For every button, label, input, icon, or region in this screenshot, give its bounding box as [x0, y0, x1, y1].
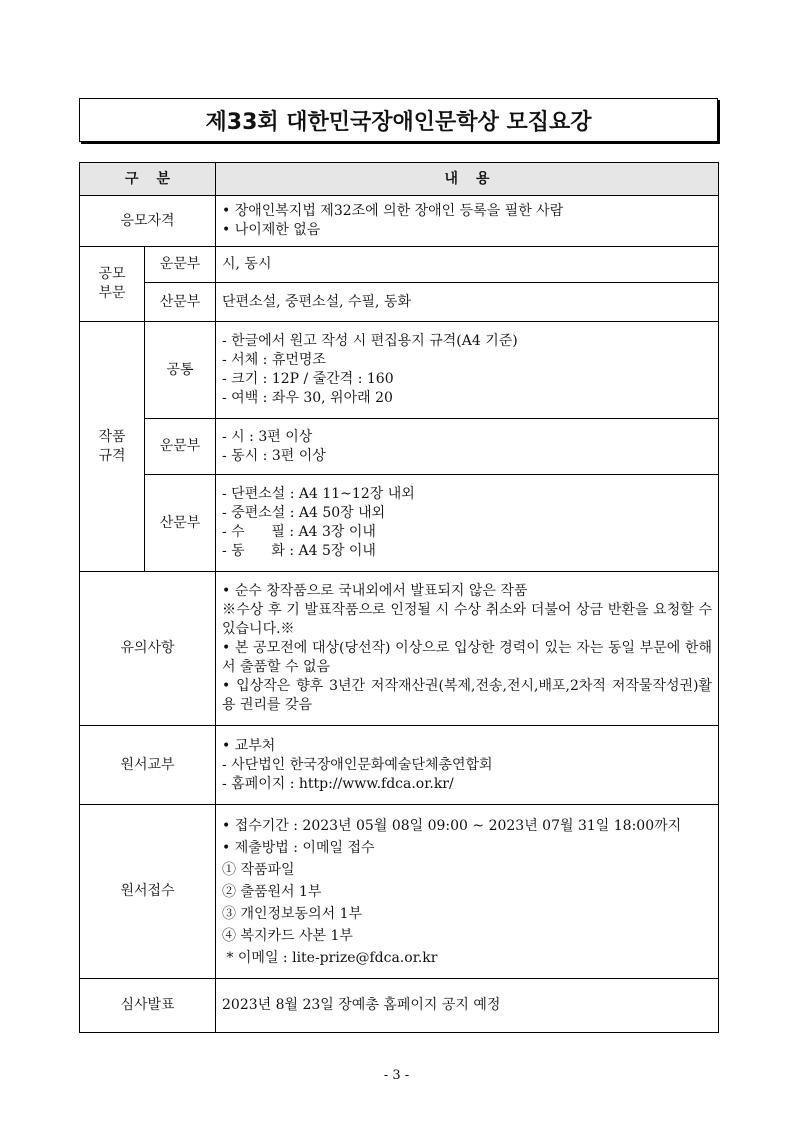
category-prose-label: 산문부: [145, 283, 216, 322]
recruitment-table: [79, 162, 719, 1033]
eligibility-content: [216, 196, 719, 247]
submission-line: ④ 복지카드 사본 1부: [222, 927, 353, 944]
spec-prose-line: - 단편소설 : A4 11~12장 내외: [222, 486, 415, 502]
eligibility-line: • 장애인복지법 제32조에 의한 장애인 등록을 필한 사람: [222, 203, 564, 219]
forms-row: [80, 726, 719, 805]
submission-row: [80, 805, 719, 979]
submission-email[interactable]: * 이메일 : lite-prize@fdca.or.kr: [222, 949, 438, 966]
category-prose-row: [80, 283, 719, 322]
announcement-label: 심사발표: [80, 979, 216, 1033]
page-number: - 3 -: [383, 1068, 410, 1083]
forms-line: • 교부처: [222, 737, 276, 754]
eligibility-line: • 나이제한 없음: [222, 222, 321, 238]
announcement-content: 2023년 8월 23일 장예총 홈페이지 공지 예정: [216, 979, 719, 1033]
submission-line: • 제출방법 : 이메일 접수: [222, 839, 375, 856]
spec-common-line: - 서체 : 휴먼명조: [222, 352, 326, 368]
spec-prose-line: - 수 필 : A4 3장 이내: [222, 524, 376, 540]
spec-common-row: [80, 322, 719, 419]
category-prose-content: 단편소설, 중편소설, 수필, 동화: [216, 283, 719, 322]
forms-line: - 사단법인 한국장애인문화예술단체총연합회: [222, 756, 493, 773]
forms-content: [216, 726, 719, 805]
notes-line: • 본 공모전에 대상(당선작) 이상으로 입상한 경력이 있는 자는 동일 부문에 한해서 출품할 수 없음: [222, 640, 712, 675]
submission-line: ② 출품원서 1부: [222, 883, 322, 900]
eligibility-label: 응모자격: [80, 196, 216, 247]
category-label: 공모 부문: [80, 247, 145, 322]
header-content: 내 용: [216, 163, 719, 196]
submission-line: ③ 개인정보동의서 1부: [222, 905, 362, 922]
notes-label: 유의사항: [80, 572, 216, 726]
spec-prose-label: 산문부: [145, 475, 216, 572]
eligibility-row: [80, 196, 719, 247]
spec-common-label: 공통: [145, 322, 216, 419]
spec-label: 작품 규격: [80, 322, 145, 572]
header-category: 구 분: [80, 163, 216, 196]
spec-verse-line: - 시 : 3편 이상: [222, 428, 313, 445]
table-header-row: [80, 163, 719, 196]
spec-prose-line: - 중편소설 : A4 50장 내외: [222, 505, 386, 521]
announcement-row: [80, 979, 719, 1033]
notes-content: [216, 572, 719, 726]
submission-content: [216, 805, 719, 979]
spec-common-line: - 크기 : 12P / 줄간격 : 160: [222, 371, 394, 387]
submission-line: ① 작품파일: [222, 861, 295, 878]
notes-row: [80, 572, 719, 726]
category-verse-row: [80, 247, 719, 283]
forms-label: 원서교부: [80, 726, 216, 805]
spec-verse-label: 운문부: [145, 419, 216, 475]
notes-line: ※수상 후 기 발표작품으로 인정될 시 수상 취소와 더불어 상금 반환을 요청할 수 있습니다.※: [222, 602, 712, 637]
spec-prose-row: [80, 475, 719, 572]
notes-line: • 순수 창작품으로 국내외에서 발표되지 않은 작품: [222, 583, 528, 599]
spec-common-content: [216, 322, 719, 419]
submission-label: 원서접수: [80, 805, 216, 979]
category-verse-label: 운문부: [145, 247, 216, 283]
notes-line: • 입상작은 향후 3년간 저작재산권(복제,전송,전시,배포,2차적 저작물작성권)활용 권리를 갖음: [222, 678, 712, 713]
spec-common-line: - 여백 : 좌우 30, 위아래 20: [222, 390, 393, 406]
category-verse-content: 시, 동시: [216, 247, 719, 283]
page-title: 제33회 대한민국장애인문학상 모집요강: [79, 98, 718, 142]
spec-prose-content: [216, 475, 719, 572]
submission-line: • 접수기간 : 2023년 05월 08일 09:00 ~ 2023년 07월 31일 18:00까지: [222, 817, 682, 834]
spec-prose-line: - 동 화 : A4 5장 이내: [222, 543, 376, 559]
forms-link[interactable]: - 홈페이지 : http://www.fdca.or.kr/: [222, 775, 454, 792]
spec-verse-line: - 동시 : 3편 이상: [222, 447, 326, 464]
spec-common-line: - 한글에서 원고 작성 시 편집용지 규격(A4 기준): [222, 333, 518, 349]
spec-verse-row: [80, 419, 719, 475]
spec-verse-content: [216, 419, 719, 475]
